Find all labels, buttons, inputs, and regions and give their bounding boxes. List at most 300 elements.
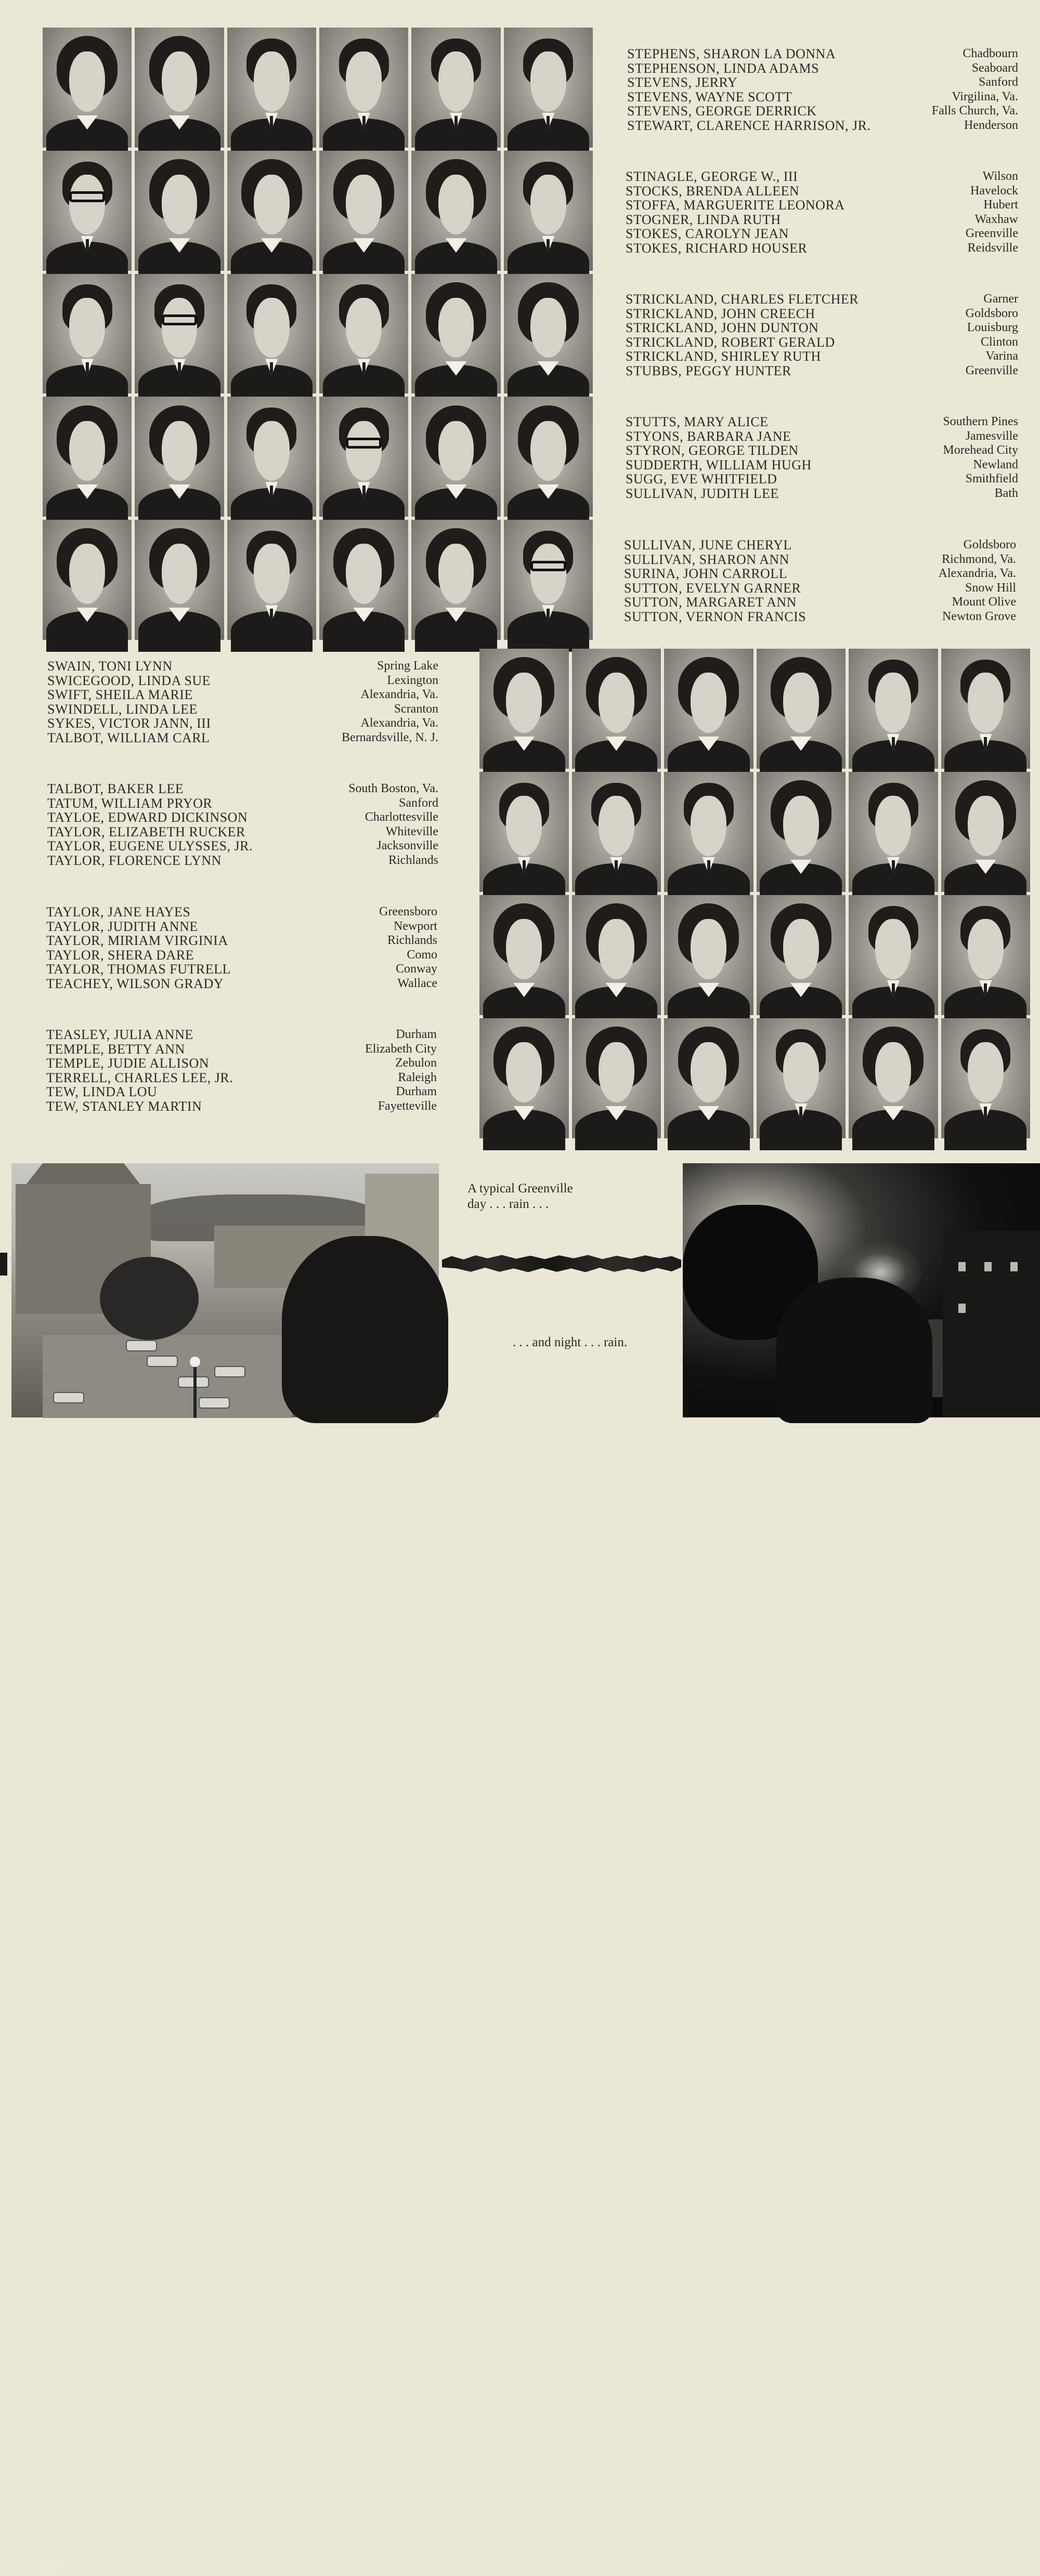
student-name: TERRELL, CHARLES LEE, JR. — [46, 1070, 233, 1085]
roster-entry — [47, 782, 438, 796]
roster-entry — [46, 934, 437, 948]
portrait-face — [875, 673, 911, 733]
roster-entry — [626, 321, 1018, 335]
student-name: TEACHEY, WILSON GRADY — [46, 976, 224, 991]
student-portrait — [664, 1018, 753, 1138]
student-hometown: Garner — [983, 292, 1018, 306]
student-hometown: Zebulon — [395, 1056, 437, 1070]
student-name: STEWART, CLARENCE HARRISON, JR. — [627, 117, 871, 133]
car — [199, 1397, 230, 1409]
student-name: STRICKLAND, SHIRLEY RUTH — [626, 349, 821, 364]
portrait-face — [875, 796, 911, 856]
student-name: TEASLEY, JULIA ANNE — [46, 1027, 193, 1042]
student-portrait — [504, 274, 593, 394]
student-portrait — [135, 151, 224, 271]
roster-entry — [626, 443, 1018, 458]
caption-line: day . . . rain . . . — [467, 1197, 549, 1211]
portrait-face — [506, 1042, 542, 1102]
roster-entry — [626, 349, 1018, 364]
portrait-face — [69, 298, 105, 358]
roster-entry — [627, 47, 1018, 61]
caption-day — [467, 1181, 573, 1212]
portrait-face — [346, 421, 382, 481]
roster-entry — [47, 674, 438, 688]
student-hometown: Alexandria, Va. — [360, 688, 438, 701]
portrait-face — [438, 298, 474, 358]
roster-entry — [47, 659, 438, 674]
student-hometown: Seaboard — [971, 61, 1018, 75]
portrait-face — [254, 298, 290, 358]
student-portrait — [319, 28, 408, 148]
student-name: STEVENS, WAYNE SCOTT — [627, 89, 792, 104]
student-portrait — [227, 397, 316, 517]
roster-entry — [624, 581, 1016, 596]
roster-entry — [627, 61, 1018, 76]
roster-entry — [626, 487, 1018, 501]
portrait-face — [162, 421, 198, 481]
student-name: STEVENS, GEORGE DERRICK — [627, 103, 817, 119]
roster-block-swain — [47, 659, 438, 745]
roster-entry — [47, 796, 438, 811]
student-hometown: Goldsboro — [963, 538, 1016, 551]
student-name: SWINDELL, LINDA LEE — [47, 701, 198, 717]
student-name: STOGNER, LINDA RUTH — [626, 212, 781, 227]
roster-entry — [46, 1099, 437, 1114]
portrait-face — [438, 175, 474, 234]
student-portrait — [411, 397, 500, 517]
roster-entry — [626, 184, 1018, 199]
student-hometown: South Boston, Va. — [348, 782, 438, 795]
student-name: STEVENS, JERRY — [627, 75, 738, 90]
student-name: SULLIVAN, JUDITH LEE — [626, 485, 779, 501]
student-name: TEW, LINDA LOU — [46, 1084, 158, 1099]
student-name: STYONS, BARBARA JANE — [626, 428, 791, 444]
portrait-face — [530, 421, 566, 481]
lit-window — [958, 1262, 966, 1271]
roster-entry — [626, 307, 1018, 321]
eyeglasses-icon — [346, 438, 382, 449]
roster-entry — [626, 292, 1018, 307]
student-portrait — [757, 1018, 846, 1138]
student-name: SWIFT, SHEILA MARIE — [47, 687, 193, 702]
student-name: TAYLOE, EDWARD DICKINSON — [47, 810, 248, 825]
student-portrait — [572, 895, 661, 1015]
roster-entry — [46, 948, 437, 963]
student-hometown: Wallace — [397, 976, 437, 990]
student-name: SWAIN, TONI LYNN — [47, 659, 173, 674]
student-portrait — [43, 151, 132, 271]
roster-entry — [624, 567, 1016, 581]
roster-entry — [626, 227, 1018, 241]
student-name: TEMPLE, BETTY ANN — [46, 1041, 185, 1057]
student-hometown: Spring Lake — [377, 659, 438, 673]
student-name: SUGG, EVE WHITFIELD — [626, 471, 777, 487]
portrait-face — [599, 673, 634, 733]
student-name: TAYLOR, FLORENCE LYNN — [47, 852, 222, 868]
student-portrait — [479, 649, 569, 769]
student-hometown: Alexandria, Va. — [360, 716, 438, 730]
portrait-face — [69, 421, 105, 481]
portrait-face — [346, 51, 382, 111]
building-silhouette — [943, 1231, 1040, 1417]
portrait-face — [968, 673, 1004, 733]
student-portrait — [941, 772, 1031, 892]
student-hometown: Elizabeth City — [365, 1042, 437, 1056]
portrait-face — [346, 544, 382, 603]
student-hometown: Falls Church, Va. — [931, 104, 1018, 117]
student-name: STUTTS, MARY ALICE — [626, 414, 769, 429]
student-name: STRICKLAND, CHARLES FLETCHER — [626, 292, 859, 307]
student-portrait — [43, 520, 132, 640]
student-hometown: Conway — [396, 962, 437, 976]
student-portrait — [479, 895, 569, 1015]
student-name: SWICEGOOD, LINDA SUE — [47, 673, 211, 688]
roster-entry — [47, 839, 438, 853]
student-portrait — [504, 397, 593, 517]
roster-entry — [46, 1085, 437, 1099]
student-portrait — [411, 28, 500, 148]
student-portrait — [572, 649, 661, 769]
portrait-face — [875, 919, 911, 979]
student-name: TAYLOR, EUGENE ULYSSES, JR. — [47, 838, 253, 853]
parking-lot — [43, 1335, 292, 1418]
roster-entry — [626, 241, 1018, 256]
student-portrait — [411, 151, 500, 271]
portrait-face — [783, 1042, 819, 1102]
roster-entry — [626, 198, 1018, 213]
student-hometown: Snow Hill — [965, 581, 1016, 595]
student-portrait — [135, 397, 224, 517]
student-portrait — [849, 772, 938, 892]
roster-entry — [46, 962, 437, 977]
student-hometown: Scranton — [394, 702, 438, 716]
student-hometown: Jamesville — [965, 429, 1018, 443]
student-hometown: Raleigh — [398, 1070, 437, 1084]
student-name: TAYLOR, ELIZABETH RUCKER — [47, 824, 245, 839]
student-portrait — [757, 895, 846, 1015]
eyeglasses-icon — [162, 314, 198, 325]
student-portrait — [941, 649, 1031, 769]
roster-block-stutts — [626, 415, 1018, 501]
portrait-face — [875, 1042, 911, 1102]
roster-entry — [626, 472, 1018, 487]
student-hometown: Newport — [394, 919, 437, 933]
portrait-face — [599, 919, 634, 979]
student-hometown: Durham — [396, 1028, 437, 1041]
student-name: STRICKLAND, JOHN DUNTON — [626, 320, 819, 335]
student-hometown: Louisburg — [967, 321, 1018, 334]
student-portrait — [664, 895, 753, 1015]
roster-block-stinagle — [626, 169, 1018, 255]
lamp-post — [193, 1361, 197, 1418]
portrait-face — [599, 796, 634, 856]
portrait-face — [530, 544, 566, 603]
portrait-face — [162, 544, 198, 603]
student-portrait — [319, 151, 408, 271]
car — [126, 1340, 157, 1351]
portrait-face — [691, 919, 726, 979]
student-hometown: Greenville — [965, 227, 1018, 240]
student-name: STOCKS, BRENDA ALLEEN — [626, 183, 800, 199]
roster-entry — [46, 1042, 437, 1057]
student-name: TAYLOR, MIRIAM VIRGINIA — [46, 933, 228, 948]
roster-entry — [47, 853, 438, 868]
roster-entry — [626, 335, 1018, 350]
eyeglasses-icon — [530, 561, 566, 572]
roster-entry — [627, 75, 1018, 90]
student-hometown: Greenville — [965, 363, 1018, 377]
student-portrait — [479, 1018, 569, 1138]
student-name: TAYLOR, JANE HAYES — [46, 904, 191, 919]
portrait-face — [162, 175, 198, 234]
roster-entry — [46, 919, 437, 934]
roster-entry — [46, 905, 437, 919]
portrait-face — [254, 51, 290, 111]
student-portrait — [941, 895, 1031, 1015]
student-hometown: Fayetteville — [378, 1099, 437, 1113]
student-portrait — [135, 28, 224, 148]
eyeglasses-icon — [69, 191, 105, 202]
roster-entry — [47, 716, 438, 731]
student-portrait — [135, 274, 224, 394]
student-hometown: Henderson — [964, 118, 1018, 132]
student-name: TEMPLE, JUDIE ALLISON — [46, 1056, 210, 1071]
student-name: STOFFA, MARGUERITE LEONORA — [626, 198, 845, 213]
student-hometown: Richmond, Va. — [942, 552, 1016, 566]
roster-entry — [624, 595, 1016, 610]
student-name: TAYLOR, THOMAS FUTRELL — [46, 962, 231, 977]
roster-entry — [624, 610, 1016, 624]
student-hometown: Bath — [994, 486, 1018, 500]
student-portrait — [757, 772, 846, 892]
student-hometown: Bernardsville, N. J. — [342, 730, 438, 744]
tree — [776, 1278, 932, 1423]
student-portrait — [227, 151, 316, 271]
student-portrait — [43, 274, 132, 394]
roster-block-taylor — [46, 905, 437, 991]
student-hometown: Whiteville — [385, 824, 438, 838]
student-portrait — [504, 28, 593, 148]
roster-entry — [627, 90, 1018, 104]
portrait-face — [691, 796, 726, 856]
portrait-face — [254, 421, 290, 481]
roster-entry — [46, 977, 437, 991]
student-hometown: Richlands — [387, 934, 437, 947]
student-hometown: Durham — [396, 1085, 437, 1098]
portrait-face — [69, 51, 105, 111]
roster-entry — [626, 364, 1018, 378]
portrait-face — [691, 673, 726, 733]
portrait-face — [438, 544, 474, 603]
student-portrait — [572, 772, 661, 892]
student-hometown: Varina — [985, 349, 1018, 363]
student-name: SYKES, VICTOR JANN, III — [47, 716, 211, 731]
student-hometown: Reidsville — [967, 241, 1018, 255]
student-hometown: Alexandria, Va. — [938, 567, 1016, 580]
portrait-face — [69, 544, 105, 603]
roster-entry — [47, 688, 438, 702]
roster-entry — [627, 104, 1018, 119]
student-hometown: Mount Olive — [952, 595, 1016, 609]
portrait-face — [506, 796, 542, 856]
student-name: STRICKLAND, JOHN CREECH — [626, 306, 815, 321]
tree — [100, 1257, 199, 1340]
student-portrait — [227, 274, 316, 394]
roster-entry — [626, 429, 1018, 444]
student-hometown: Newton Grove — [942, 609, 1016, 623]
student-portrait — [319, 520, 408, 640]
student-portrait — [319, 397, 408, 517]
student-name: TATUM, WILLIAM PRYOR — [47, 795, 213, 811]
portrait-face — [691, 1042, 726, 1102]
roster-block-strickland — [626, 292, 1018, 378]
roster-entry — [46, 1056, 437, 1071]
student-hometown: Wilson — [982, 169, 1018, 183]
student-name: STINAGLE, GEORGE W., III — [626, 169, 798, 184]
student-hometown: Como — [407, 948, 437, 962]
roster-entry — [47, 731, 438, 745]
student-name: SULLIVAN, SHARON ANN — [624, 551, 789, 567]
student-hometown: Sanford — [399, 796, 438, 810]
student-portrait — [43, 28, 132, 148]
student-hometown: Greensboro — [379, 905, 437, 918]
student-hometown: Morehead City — [943, 443, 1018, 457]
student-name: STEPHENSON, LINDA ADAMS — [627, 60, 820, 76]
student-portrait — [664, 649, 753, 769]
portrait-face — [530, 175, 566, 234]
caption-night: . . . and night . . . rain. — [513, 1335, 628, 1349]
student-portrait — [319, 274, 408, 394]
student-name: STRICKLAND, ROBERT GERALD — [626, 334, 835, 350]
student-hometown: Southern Pines — [943, 415, 1018, 428]
student-hometown: Richlands — [388, 853, 438, 867]
student-portrait — [757, 649, 846, 769]
page-edge-mark — [0, 1253, 7, 1276]
car — [53, 1392, 84, 1403]
portrait-face — [783, 673, 819, 733]
roster-entry — [626, 213, 1018, 227]
student-portrait — [411, 274, 500, 394]
portrait-face — [968, 919, 1004, 979]
student-portrait — [849, 649, 938, 769]
student-hometown: Virgilina, Va. — [952, 89, 1018, 103]
student-hometown: Clinton — [980, 335, 1018, 349]
portrait-face — [968, 796, 1004, 856]
portrait-face — [162, 298, 198, 358]
student-name: SUTTON, EVELYN GARNER — [624, 580, 801, 596]
student-portrait — [849, 895, 938, 1015]
student-portrait — [504, 520, 593, 640]
student-hometown: Jacksonville — [376, 839, 438, 852]
student-portrait — [504, 151, 593, 271]
student-hometown: Newland — [973, 457, 1018, 471]
roster-entry — [47, 825, 438, 839]
student-name: STOKES, RICHARD HOUSER — [626, 240, 808, 256]
student-hometown: Smithfield — [965, 472, 1018, 485]
student-portrait — [849, 1018, 938, 1138]
student-portrait — [135, 520, 224, 640]
roster-entry — [627, 119, 1018, 133]
student-name: SULLIVAN, JUNE CHERYL — [624, 537, 792, 553]
rain-divider-strip — [442, 1254, 681, 1273]
lit-window — [1010, 1262, 1018, 1271]
roster-entry — [626, 415, 1018, 429]
student-name: SURINA, JOHN CARROLL — [624, 566, 788, 581]
student-portrait — [227, 28, 316, 148]
lamp-globe — [190, 1357, 200, 1367]
roster-entry — [626, 169, 1018, 184]
student-hometown: Hubert — [983, 198, 1018, 212]
student-hometown: Sanford — [979, 75, 1018, 89]
portrait-face — [346, 175, 382, 234]
portrait-face — [254, 175, 290, 234]
student-portrait — [411, 520, 500, 640]
student-name: SUTTON, MARGARET ANN — [624, 595, 797, 610]
student-portrait — [43, 397, 132, 517]
student-hometown: Chadbourn — [963, 47, 1018, 60]
portrait-face — [783, 919, 819, 979]
caption-line: A typical Greenville — [467, 1181, 573, 1195]
student-hometown: Goldsboro — [965, 306, 1018, 320]
student-name: TALBOT, BAKER LEE — [47, 781, 184, 796]
student-portrait — [572, 1018, 661, 1138]
student-name: TAYLOR, SHERA DARE — [46, 947, 194, 963]
portrait-face — [69, 175, 105, 234]
page-number: 292 — [36, 2560, 61, 2576]
lit-window — [984, 1262, 992, 1271]
portrait-face — [506, 919, 542, 979]
roster-block-talbot — [47, 782, 438, 868]
portrait-face — [530, 51, 566, 111]
car — [214, 1366, 245, 1377]
roster-entry — [626, 458, 1018, 472]
portrait-face — [968, 1042, 1004, 1102]
student-name: STUBBS, PEGGY HUNTER — [626, 363, 791, 378]
photo-campus-rainy-night — [683, 1163, 1040, 1417]
student-name: SUTTON, VERNON FRANCIS — [624, 609, 807, 624]
lit-window — [958, 1304, 966, 1313]
roster-block-sullivan — [624, 538, 1016, 624]
portrait-face — [438, 51, 474, 111]
roster-block-stephens — [627, 47, 1018, 133]
student-name: STYRON, GEORGE TILDEN — [626, 443, 799, 458]
student-name: STEPHENS, SHARON LA DONNA — [627, 46, 836, 61]
tree — [282, 1236, 448, 1423]
roster-entry — [46, 1071, 437, 1085]
roster-entry — [47, 810, 438, 825]
photo-campus-rainy-day — [11, 1163, 439, 2576]
roster-entry — [47, 702, 438, 717]
roster-entry — [46, 1028, 437, 1042]
student-name: TAYLOR, JUDITH ANNE — [46, 918, 198, 934]
student-portrait — [479, 772, 569, 892]
portrait-face — [599, 1042, 634, 1102]
portrait-face — [506, 673, 542, 733]
student-hometown: Charlottesville — [365, 810, 438, 824]
student-hometown: Lexington — [387, 673, 438, 687]
portrait-grid-top — [43, 28, 593, 640]
portrait-face — [346, 298, 382, 358]
roster-entry — [624, 553, 1016, 567]
portrait-face — [162, 51, 198, 111]
student-name: STOKES, CAROLYN JEAN — [626, 226, 789, 241]
roster-entry — [624, 538, 1016, 553]
student-name: SUDDERTH, WILLIAM HUGH — [626, 457, 812, 472]
portrait-grid-middle — [479, 649, 1030, 1138]
portrait-face — [530, 298, 566, 358]
roster-block-teasley — [46, 1028, 437, 1113]
student-portrait — [664, 772, 753, 892]
